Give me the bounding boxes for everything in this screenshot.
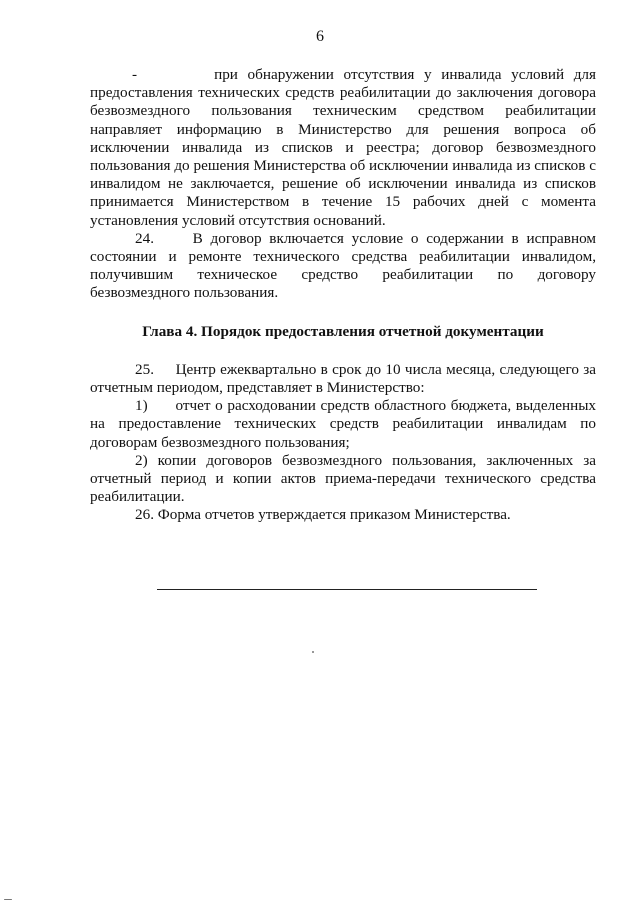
scan-speck [312, 651, 314, 653]
document-body [90, 66, 596, 525]
paragraph-25: 25. Центр ежеквартально в срок до 10 числа месяца, следующего за отчетным периодом, представляет в Министерство: [90, 360, 596, 397]
paragraph-25-item-2: 2) копии договоров безвозмездного пользования, заключенных за отчетный период и копии актов приема-передачи технического средства реабилитации. [90, 451, 596, 506]
paragraph-26: 26. Форма отчетов утверждается приказом Министерства. [135, 506, 511, 524]
page-number: 6 [316, 28, 324, 45]
closing-rule [157, 589, 537, 590]
chapter-heading: Глава 4. Порядок предоставления отчетной документации [142, 322, 544, 340]
paragraph-bullet-no-conditions: - при обнаружении отсутствия у инвалида условий для предоставления технических средств реабилитации до заключения договора безвозмездного пользования техническим средством реабилитации направляет информацию в Министерство для решения вопроса об исключении инвалида из списков и реестра; договор безвозмездного пользования до решения Министерства об исключении инвалида из списков с инвалидом не заключается, решение об исключении инвалида из списков принимается Министерством в течение 15 рабочих дней с момента установления условий отсутствия оснований. [90, 66, 596, 229]
paragraph-25-item-1: 1) отчет о расходовании средств областного бюджета, выделенных на предоставление технических средств реабилитации инвалидам по договорам безвозмездного пользования; [90, 397, 596, 451]
paragraph-24: 24. В договор включается условие о содержании в исправном состоянии и ремонте технического средства реабилитации инвалидом, получившим техническое средство реабилитации по договору безвозмездного пользования. [90, 229, 596, 302]
scan-speck [4, 899, 12, 900]
